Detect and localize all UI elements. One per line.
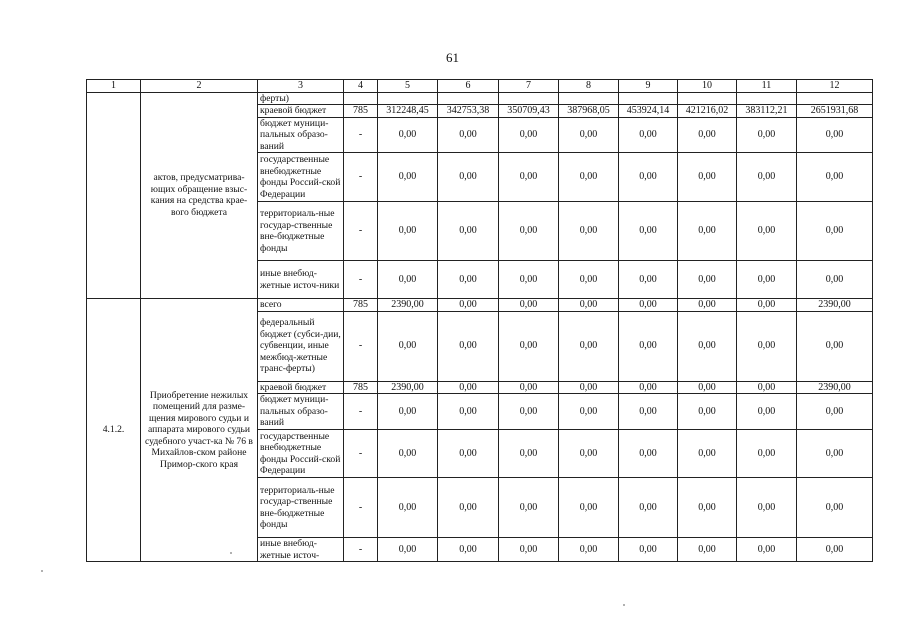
- amount-cell: 453924,14: [619, 105, 678, 118]
- table-row: [87, 299, 873, 312]
- amount-cell: 0,00: [559, 381, 619, 394]
- amount-cell: 0,00: [797, 394, 873, 430]
- amount-cell: [438, 92, 499, 105]
- amount-cell: 0,00: [559, 153, 619, 202]
- amount-cell: 0,00: [499, 478, 559, 538]
- budget-code: 785: [344, 105, 378, 118]
- header-cell: 12: [797, 80, 873, 93]
- header-cell: 8: [559, 80, 619, 93]
- amount-cell: 0,00: [559, 117, 619, 153]
- amount-cell: 0,00: [438, 430, 499, 478]
- amount-cell: 0,00: [438, 202, 499, 261]
- budget-code: -: [344, 394, 378, 430]
- amount-cell: 0,00: [619, 202, 678, 261]
- funding-source: иные внебюд-жетные источ-ники: [258, 261, 344, 299]
- amount-cell: 0,00: [438, 311, 499, 381]
- amount-cell: 0,00: [378, 478, 438, 538]
- amount-cell: 0,00: [499, 202, 559, 261]
- budget-code: -: [344, 202, 378, 261]
- table-body: [87, 92, 873, 562]
- amount-cell: 383112,21: [737, 105, 797, 118]
- amount-cell: [559, 92, 619, 105]
- amount-cell: 350709,43: [499, 105, 559, 118]
- amount-cell: 421216,02: [678, 105, 737, 118]
- header-cell: 3: [258, 80, 344, 93]
- amount-cell: 0,00: [559, 311, 619, 381]
- header-cell: 11: [737, 80, 797, 93]
- amount-cell: 0,00: [678, 153, 737, 202]
- amount-cell: 0,00: [499, 117, 559, 153]
- amount-cell: 0,00: [559, 430, 619, 478]
- amount-cell: 0,00: [678, 299, 737, 312]
- amount-cell: 0,00: [797, 311, 873, 381]
- budget-code: -: [344, 478, 378, 538]
- header-cell: 7: [499, 80, 559, 93]
- amount-cell: 0,00: [737, 153, 797, 202]
- amount-cell: 0,00: [559, 202, 619, 261]
- measure-description: Приобретение нежилых помещений для разме-щения мирового судьи и аппарата мирового судьи судебного участ-ка № 76 в Михайлов-ском районе Примор-ского края: [141, 299, 258, 562]
- amount-cell: [619, 92, 678, 105]
- amount-cell: 0,00: [378, 430, 438, 478]
- amount-cell: 0,00: [378, 202, 438, 261]
- amount-cell: 0,00: [438, 153, 499, 202]
- amount-cell: 0,00: [619, 394, 678, 430]
- header-cell: 1: [87, 80, 141, 93]
- amount-cell: 0,00: [678, 478, 737, 538]
- amount-cell: 0,00: [559, 394, 619, 430]
- amount-cell: 0,00: [438, 538, 499, 562]
- scan-speck: [623, 604, 625, 606]
- amount-cell: 0,00: [499, 153, 559, 202]
- funding-source: государственные внебюджетные фонды Россий-ской Федерации: [258, 430, 344, 478]
- amount-cell: 0,00: [737, 117, 797, 153]
- budget-code: -: [344, 430, 378, 478]
- amount-cell: 0,00: [678, 381, 737, 394]
- funding-source: бюджет муници-пальных образо-ваний: [258, 117, 344, 153]
- amount-cell: 0,00: [737, 394, 797, 430]
- header-cell: 6: [438, 80, 499, 93]
- amount-cell: 0,00: [737, 299, 797, 312]
- amount-cell: 0,00: [378, 153, 438, 202]
- header-cell: 4: [344, 80, 378, 93]
- amount-cell: 0,00: [559, 538, 619, 562]
- table-row: [87, 92, 873, 105]
- amount-cell: 2651931,68: [797, 105, 873, 118]
- amount-cell: 0,00: [737, 311, 797, 381]
- header-row: [87, 80, 873, 93]
- amount-cell: 0,00: [619, 538, 678, 562]
- amount-cell: [797, 92, 873, 105]
- amount-cell: 0,00: [797, 117, 873, 153]
- amount-cell: 0,00: [737, 538, 797, 562]
- funding-source: федеральный бюджет (субси-дии, субвенции, иные межбюд-жетные транс-ферты): [258, 311, 344, 381]
- budget-code: [344, 92, 378, 105]
- amount-cell: 0,00: [678, 430, 737, 478]
- amount-cell: [378, 92, 438, 105]
- funding-source: ферты): [258, 92, 344, 105]
- amount-cell: [499, 92, 559, 105]
- amount-cell: [737, 92, 797, 105]
- amount-cell: 0,00: [619, 153, 678, 202]
- amount-cell: 0,00: [378, 394, 438, 430]
- amount-cell: 0,00: [678, 261, 737, 299]
- header-cell: 2: [141, 80, 258, 93]
- scan-speck: [230, 552, 232, 554]
- amount-cell: 0,00: [737, 381, 797, 394]
- amount-cell: 0,00: [737, 478, 797, 538]
- amount-cell: 0,00: [499, 311, 559, 381]
- amount-cell: 0,00: [559, 299, 619, 312]
- amount-cell: 0,00: [438, 394, 499, 430]
- amount-cell: 2390,00: [378, 299, 438, 312]
- amount-cell: 0,00: [797, 478, 873, 538]
- header-cell: 10: [678, 80, 737, 93]
- amount-cell: 0,00: [499, 430, 559, 478]
- amount-cell: 0,00: [438, 478, 499, 538]
- budget-code: 785: [344, 299, 378, 312]
- funding-source: иные внебюд-жетные источ-: [258, 538, 344, 562]
- amount-cell: 0,00: [619, 430, 678, 478]
- amount-cell: 0,00: [797, 261, 873, 299]
- amount-cell: 0,00: [378, 117, 438, 153]
- funding-source: территориаль-ные государ-ственные вне-бюджетные фонды: [258, 202, 344, 261]
- budget-code: 785: [344, 381, 378, 394]
- funding-source: государственные внебюджетные фонды Россий-ской Федерации: [258, 153, 344, 202]
- amount-cell: 0,00: [378, 261, 438, 299]
- budget-table: [86, 79, 873, 562]
- amount-cell: 0,00: [559, 261, 619, 299]
- amount-cell: 0,00: [737, 202, 797, 261]
- amount-cell: 0,00: [438, 299, 499, 312]
- funding-source: бюджет муници-пальных образо-ваний: [258, 394, 344, 430]
- amount-cell: 0,00: [438, 261, 499, 299]
- amount-cell: 0,00: [678, 117, 737, 153]
- measure-description: актов, предусматрива-ющих обращение взыс-кания на средства крае-вого бюджета: [141, 92, 258, 299]
- budget-code: -: [344, 538, 378, 562]
- amount-cell: [678, 92, 737, 105]
- amount-cell: 342753,38: [438, 105, 499, 118]
- amount-cell: 0,00: [499, 299, 559, 312]
- amount-cell: 0,00: [797, 153, 873, 202]
- budget-code: -: [344, 117, 378, 153]
- amount-cell: 0,00: [499, 538, 559, 562]
- row-number: 4.1.2.: [87, 299, 141, 562]
- funding-source: краевой бюджет: [258, 105, 344, 118]
- amount-cell: 0,00: [797, 538, 873, 562]
- amount-cell: 312248,45: [378, 105, 438, 118]
- amount-cell: 0,00: [678, 311, 737, 381]
- amount-cell: 0,00: [678, 538, 737, 562]
- scan-speck: [41, 570, 43, 572]
- budget-code: -: [344, 153, 378, 202]
- amount-cell: 0,00: [499, 381, 559, 394]
- budget-code: -: [344, 311, 378, 381]
- amount-cell: 2390,00: [797, 299, 873, 312]
- amount-cell: 0,00: [378, 538, 438, 562]
- amount-cell: 0,00: [378, 311, 438, 381]
- funding-source: краевой бюджет: [258, 381, 344, 394]
- amount-cell: 0,00: [797, 202, 873, 261]
- funding-source: всего: [258, 299, 344, 312]
- amount-cell: 2390,00: [797, 381, 873, 394]
- amount-cell: 0,00: [619, 299, 678, 312]
- header-cell: 5: [378, 80, 438, 93]
- amount-cell: 2390,00: [378, 381, 438, 394]
- amount-cell: 0,00: [619, 117, 678, 153]
- amount-cell: 0,00: [559, 478, 619, 538]
- amount-cell: 0,00: [499, 261, 559, 299]
- amount-cell: 0,00: [797, 430, 873, 478]
- row-number: [87, 92, 141, 299]
- amount-cell: 0,00: [438, 381, 499, 394]
- amount-cell: 0,00: [619, 311, 678, 381]
- page-number: 61: [446, 50, 459, 65]
- amount-cell: 0,00: [737, 261, 797, 299]
- amount-cell: 0,00: [678, 202, 737, 261]
- amount-cell: 0,00: [499, 394, 559, 430]
- funding-source: территориаль-ные государ-ственные вне-бюджетные фонды: [258, 478, 344, 538]
- budget-code: -: [344, 261, 378, 299]
- amount-cell: 0,00: [619, 261, 678, 299]
- amount-cell: 0,00: [619, 381, 678, 394]
- amount-cell: 0,00: [438, 117, 499, 153]
- amount-cell: 0,00: [678, 394, 737, 430]
- amount-cell: 0,00: [619, 478, 678, 538]
- amount-cell: 387968,05: [559, 105, 619, 118]
- header-cell: 9: [619, 80, 678, 93]
- amount-cell: 0,00: [737, 430, 797, 478]
